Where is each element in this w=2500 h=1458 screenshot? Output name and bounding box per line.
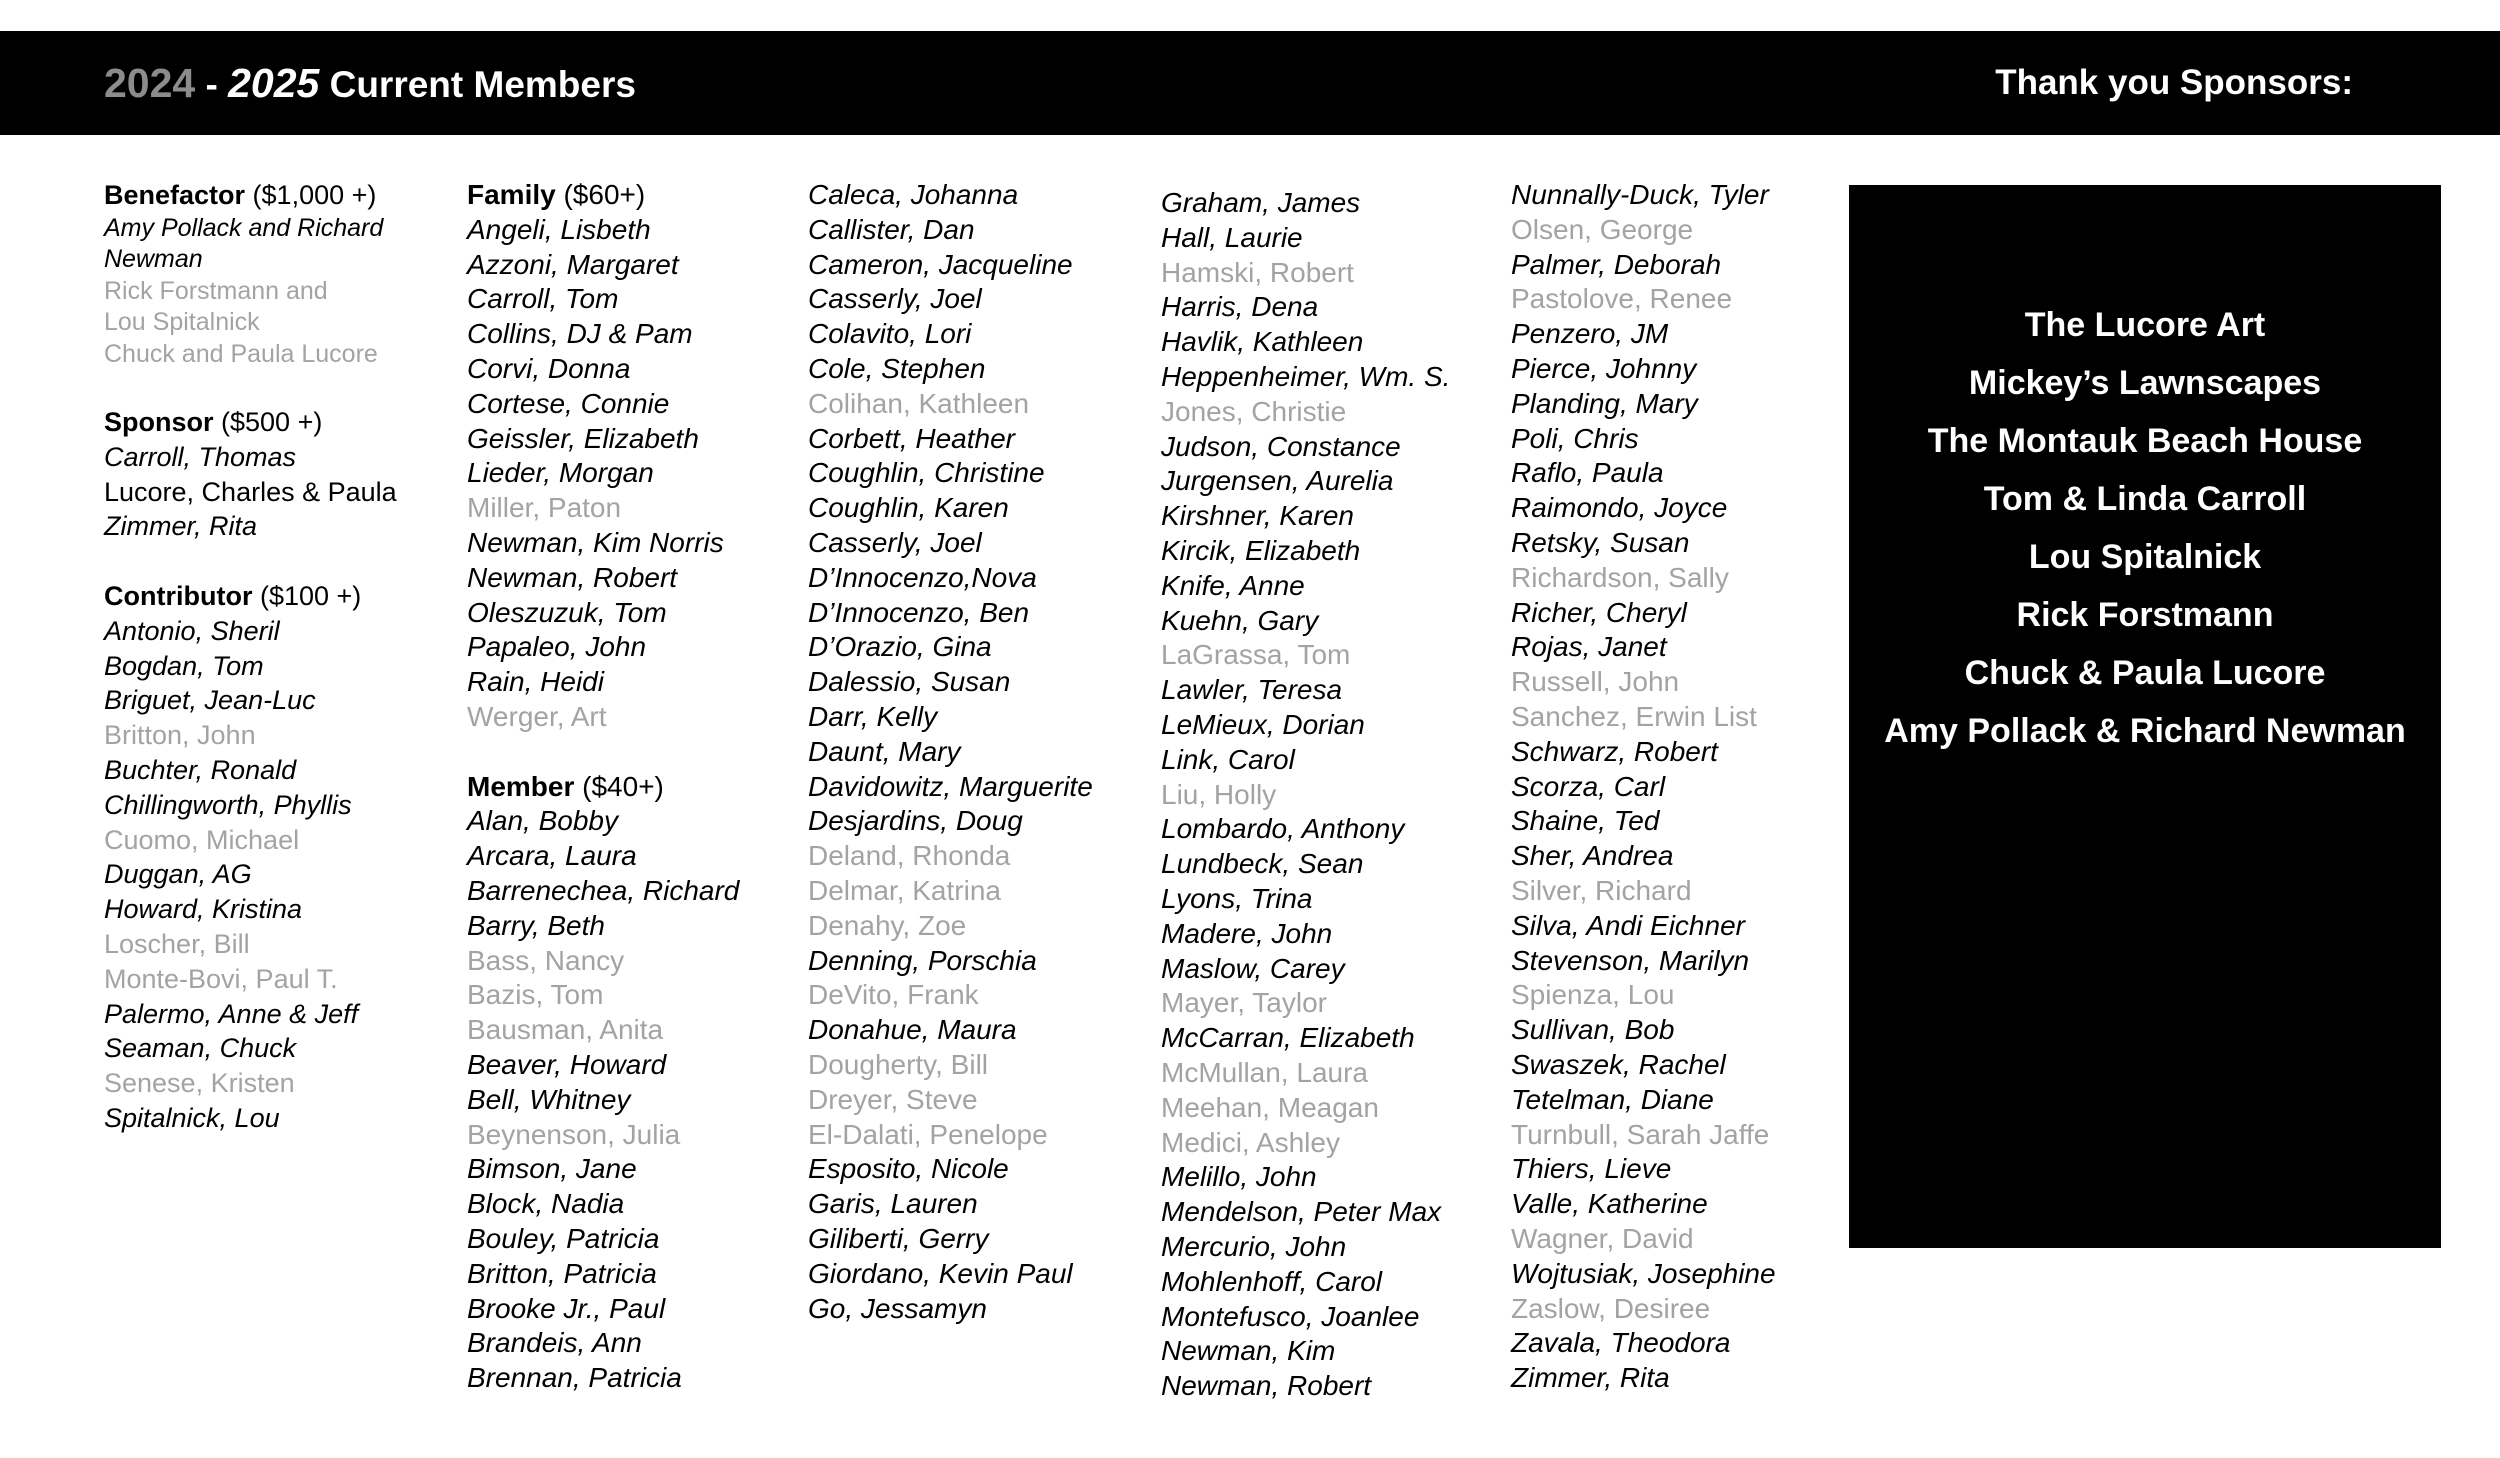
member-name: Bausman, Anita: [467, 1014, 664, 1046]
member-name: Richardson, Sally: [1511, 561, 1729, 593]
category-member: [467, 770, 739, 805]
member-name: Zimmer, Rita: [1511, 1362, 1670, 1394]
member-name: Rojas, Janet: [1511, 631, 1667, 663]
sponsor-item: The Lucore Art: [2024, 306, 2266, 344]
member-name: Cuomo, Michael: [104, 824, 300, 855]
category-name: Member: [467, 770, 575, 802]
member-name: Liu, Holly: [1161, 778, 1277, 810]
member-name: Lieder, Morgan: [467, 457, 654, 489]
member-name: Go, Jessamyn: [808, 1292, 987, 1324]
member-name: McMullan, Laura: [1161, 1056, 1368, 1088]
member-name: Arcara, Laura: [467, 840, 637, 872]
member-name: Newman, Kim Norris: [467, 526, 724, 558]
member-name: Sanchez, Erwin List: [1511, 700, 1757, 732]
member-name: Loscher, Bill: [104, 929, 250, 960]
sponsor-item: Amy Pollack & Richard Newman: [1884, 712, 2406, 750]
member-name: Meehan, Meagan: [1161, 1091, 1379, 1123]
member-name: Shaine, Ted: [1511, 805, 1660, 837]
member-name: Raimondo, Joyce: [1511, 492, 1728, 524]
member-name: Wagner, David: [1511, 1222, 1694, 1254]
member-name: Bouley, Patricia: [467, 1222, 660, 1254]
member-name: Coughlin, Karen: [808, 492, 1009, 524]
member-name: Daunt, Mary: [808, 735, 961, 767]
member-name: Howard, Kristina: [104, 894, 303, 925]
category-name: Family: [467, 179, 556, 210]
sponsor-list: [1849, 296, 2441, 760]
member-name: Cortese, Connie: [467, 387, 670, 419]
member-name: Cameron, Jacqueline: [808, 248, 1073, 280]
title-year-start: 2024: [104, 60, 196, 106]
member-name: Brandeis, Ann: [467, 1327, 642, 1359]
member-name: Kirshner, Karen: [1161, 500, 1354, 532]
member-name: Coughlin, Christine: [808, 457, 1045, 489]
member-name: Denahy, Zoe: [808, 909, 967, 941]
page-title: [104, 31, 636, 135]
header-bar: [0, 31, 2500, 135]
member-name: Mohlenhoff, Carol: [1161, 1265, 1383, 1297]
member-name: Jurgensen, Aurelia: [1161, 465, 1394, 497]
sponsor-item: Mickey’s Lawnscapes: [1968, 364, 2322, 402]
category-name: Sponsor: [104, 407, 214, 438]
member-name: D’Innocenzo,Nova: [808, 561, 1037, 593]
member-name: Deland, Rhonda: [808, 840, 1011, 872]
member-name: Lyons, Trina: [1161, 882, 1313, 914]
member-name: Montefusco, Joanlee: [1161, 1300, 1420, 1332]
member-name: D’Orazio, Gina: [808, 631, 992, 663]
title-separator: -: [195, 64, 229, 105]
member-name: Colavito, Lori: [808, 318, 972, 350]
sponsor-item: The Montauk Beach House: [1927, 422, 2363, 460]
member-name: Nunnally-Duck, Tyler: [1511, 179, 1769, 210]
member-name: Tetelman, Diane: [1511, 1083, 1714, 1115]
member-name: Newman: [104, 245, 203, 274]
member-name: Giordano, Kevin Paul: [808, 1257, 1073, 1289]
member-name: Colihan, Kathleen: [808, 387, 1030, 419]
member-name: Silva, Andi Eichner: [1511, 909, 1745, 941]
member-name: Britton, Patricia: [467, 1257, 657, 1289]
member-name: Angeli, Lisbeth: [467, 213, 651, 245]
member-name: Pastolove, Renee: [1511, 283, 1733, 315]
member-name: Mayer, Taylor: [1161, 987, 1327, 1019]
member-list-col2: [467, 804, 739, 1396]
member-name: Brooke Jr., Paul: [467, 1292, 666, 1324]
member-name: Medici, Ashley: [1161, 1126, 1340, 1158]
member-name: Corbett, Heather: [808, 422, 1015, 454]
member-name: LeMieux, Dorian: [1161, 708, 1365, 740]
column-2: [467, 178, 739, 1396]
member-name: Pierce, Johnny: [1511, 352, 1697, 384]
title-text: Current Members: [319, 64, 636, 105]
member-name: Spienza, Lou: [1511, 979, 1675, 1011]
category-amount: ($100 +): [252, 581, 362, 612]
category-family: [467, 178, 739, 213]
member-name: Garis, Lauren: [808, 1188, 978, 1220]
member-name: Judson, Constance: [1161, 430, 1401, 462]
member-name: Kircik, Elizabeth: [1161, 534, 1361, 566]
member-name: Rick Forstmann and: [104, 276, 328, 305]
category-amount: ($1,000 +): [245, 180, 377, 210]
member-name: Werger, Art: [467, 700, 607, 732]
member-name: Penzero, JM: [1511, 318, 1669, 350]
member-list-col4: [1161, 186, 1450, 1404]
member-name: Chuck and Paula Lucore: [104, 339, 378, 368]
member-name: Knife, Anne: [1161, 569, 1305, 601]
member-name: Carroll, Thomas: [104, 441, 297, 472]
member-name: Raflo, Paula: [1511, 457, 1664, 489]
member-name: Cole, Stephen: [808, 352, 986, 384]
member-name: Maslow, Carey: [1161, 952, 1345, 984]
member-name: Mercurio, John: [1161, 1230, 1347, 1262]
member-name: Lucore, Charles & Paula: [104, 476, 397, 507]
member-name: Mendelson, Peter Max: [1161, 1196, 1442, 1228]
member-name: Esposito, Nicole: [808, 1153, 1009, 1185]
member-name: Papaleo, John: [467, 631, 647, 663]
member-name: Lou Spitalnick: [104, 308, 260, 337]
category-sponsor: [104, 405, 397, 440]
member-name: Thiers, Lieve: [1511, 1153, 1672, 1185]
column-4: [1161, 186, 1450, 1404]
member-name: Donahue, Maura: [808, 1014, 1017, 1046]
member-name: Russell, John: [1511, 666, 1680, 698]
member-name: Seaman, Chuck: [104, 1033, 297, 1064]
member-name: Zaslow, Desiree: [1511, 1292, 1711, 1324]
member-name: Miller, Paton: [467, 492, 622, 524]
member-name: DeVito, Frank: [808, 979, 979, 1011]
member-name: Spitalnick, Lou: [104, 1103, 280, 1134]
member-name: Hamski, Robert: [1161, 256, 1354, 288]
member-name: Bell, Whitney: [467, 1083, 631, 1115]
sponsor-panel: [1849, 185, 2441, 1248]
member-name: Retsky, Susan: [1511, 526, 1690, 558]
member-name: Newman, Kim: [1161, 1335, 1336, 1367]
member-name: Monte-Bovi, Paul T.: [104, 963, 338, 994]
category-amount: ($500 +): [213, 407, 323, 438]
member-name: Harris, Dena: [1161, 291, 1319, 323]
member-name: Zavala, Theodora: [1511, 1327, 1731, 1359]
member-name: Antonio, Sheril: [104, 615, 280, 646]
member-name: Wojtusiak, Josephine: [1511, 1257, 1776, 1289]
contributor-list: [104, 614, 397, 1136]
member-name: Graham, James: [1161, 187, 1361, 218]
member-name: Giliberti, Gerry: [808, 1222, 989, 1254]
member-name: Casserly, Joel: [808, 526, 982, 558]
member-name: Jones, Christie: [1161, 395, 1347, 427]
member-name: Bass, Nancy: [467, 944, 625, 976]
member-name: Newman, Robert: [1161, 1370, 1372, 1402]
member-name: Chillingworth, Phyllis: [104, 789, 352, 820]
member-name: Block, Nadia: [467, 1188, 625, 1220]
member-name: Oleszuzuk, Tom: [467, 596, 667, 628]
member-list-col3: [808, 178, 1093, 1326]
member-name: Dreyer, Steve: [808, 1083, 978, 1115]
category-benefactor: [104, 178, 397, 213]
family-list: [467, 213, 739, 735]
member-name: Dalessio, Susan: [808, 666, 1011, 698]
member-name: Palmer, Deborah: [1511, 248, 1722, 280]
member-name: Lundbeck, Sean: [1161, 848, 1364, 880]
member-name: Collins, DJ & Pam: [467, 318, 693, 350]
member-name: Valle, Katherine: [1511, 1188, 1708, 1220]
member-name: Swaszek, Rachel: [1511, 1048, 1726, 1080]
member-name: Lawler, Teresa: [1161, 674, 1343, 706]
member-name: McCarran, Elizabeth: [1161, 1022, 1415, 1054]
member-name: Bazis, Tom: [467, 979, 604, 1011]
member-name: Beynenson, Julia: [467, 1118, 681, 1150]
member-name: Stevenson, Marilyn: [1511, 944, 1750, 976]
title-year-end: 2025: [228, 60, 320, 106]
member-name: Turnbull, Sarah Jaffe: [1511, 1118, 1770, 1150]
member-name: Heppenheimer, Wm. S.: [1161, 360, 1451, 392]
member-list-col5: [1511, 178, 1776, 1396]
member-name: Beaver, Howard: [467, 1048, 667, 1080]
category-amount: ($40+): [574, 770, 664, 802]
member-name: Buchter, Ronald: [104, 755, 297, 786]
sponsor-item: Rick Forstmann: [2016, 596, 2274, 634]
member-name: Lombardo, Anthony: [1161, 813, 1405, 845]
member-name: Delmar, Katrina: [808, 874, 1001, 906]
member-name: Callister, Dan: [808, 213, 975, 245]
member-name: Schwarz, Robert: [1511, 735, 1718, 767]
member-name: El-Dalati, Penelope: [808, 1118, 1048, 1150]
sponsor-member-list: [104, 440, 397, 544]
member-name: Rain, Heidi: [467, 666, 604, 698]
member-name: Geissler, Elizabeth: [467, 422, 699, 454]
member-name: Azzoni, Margaret: [467, 248, 679, 280]
member-name: Newman, Robert: [467, 561, 678, 593]
member-name: Poli, Chris: [1511, 422, 1639, 454]
member-name: Britton, John: [104, 720, 256, 751]
member-name: Corvi, Donna: [467, 352, 631, 384]
member-name: LaGrassa, Tom: [1161, 639, 1351, 671]
member-name: Dougherty, Bill: [808, 1048, 989, 1080]
member-name: Hall, Laurie: [1161, 221, 1303, 253]
member-name: Melillo, John: [1161, 1161, 1317, 1193]
member-name: Zimmer, Rita: [104, 511, 258, 542]
member-name: Brennan, Patricia: [467, 1362, 682, 1394]
member-name: D’Innocenzo, Ben: [808, 596, 1030, 628]
benefactor-list: [104, 213, 397, 371]
member-name: Scorza, Carl: [1511, 770, 1666, 802]
member-name: Duggan, AG: [104, 859, 252, 890]
sponsor-item: Lou Spitalnick: [2028, 538, 2262, 576]
member-name: Carroll, Tom: [467, 283, 619, 315]
category-amount: ($60+): [555, 179, 646, 210]
member-name: Senese, Kristen: [104, 1068, 295, 1099]
category-name: Contributor: [104, 581, 253, 612]
column-3: [808, 178, 1093, 1326]
member-name: Briguet, Jean-Luc: [104, 685, 316, 716]
member-name: Barrenechea, Richard: [467, 874, 740, 906]
member-name: Madere, John: [1161, 917, 1333, 949]
column-1: [104, 178, 397, 1136]
member-name: Havlik, Kathleen: [1161, 326, 1364, 358]
column-5: [1511, 178, 1776, 1396]
member-name: Bogdan, Tom: [104, 650, 264, 681]
member-name: Denning, Porschia: [808, 944, 1037, 976]
member-name: Alan, Bobby: [467, 805, 618, 837]
sponsors-heading: Thank you Sponsors:: [1995, 63, 2353, 102]
member-name: Palermo, Anne & Jeff: [104, 998, 359, 1029]
member-name: Casserly, Joel: [808, 283, 982, 315]
category-name: Benefactor: [104, 180, 246, 210]
member-name: Kuehn, Gary: [1161, 604, 1319, 636]
member-name: Davidowitz, Marguerite: [808, 770, 1093, 802]
member-name: Olsen, George: [1511, 213, 1694, 245]
sponsor-item: Chuck & Paula Lucore: [1964, 654, 2326, 692]
member-name: Richer, Cheryl: [1511, 596, 1687, 628]
member-name: Link, Carol: [1161, 743, 1295, 775]
member-name: Silver, Richard: [1511, 874, 1692, 906]
member-name: Amy Pollack and Richard: [104, 213, 384, 242]
member-name: Sher, Andrea: [1511, 840, 1674, 872]
sponsor-item: Tom & Linda Carroll: [1983, 480, 2307, 518]
member-name: Planding, Mary: [1511, 387, 1698, 419]
member-name: Caleca, Johanna: [808, 179, 1019, 210]
member-name: Sullivan, Bob: [1511, 1014, 1675, 1046]
member-name: Desjardins, Doug: [808, 805, 1023, 837]
member-name: Barry, Beth: [467, 909, 605, 941]
member-name: Darr, Kelly: [808, 700, 938, 732]
member-name: Bimson, Jane: [467, 1153, 637, 1185]
category-contributor: [104, 579, 397, 614]
